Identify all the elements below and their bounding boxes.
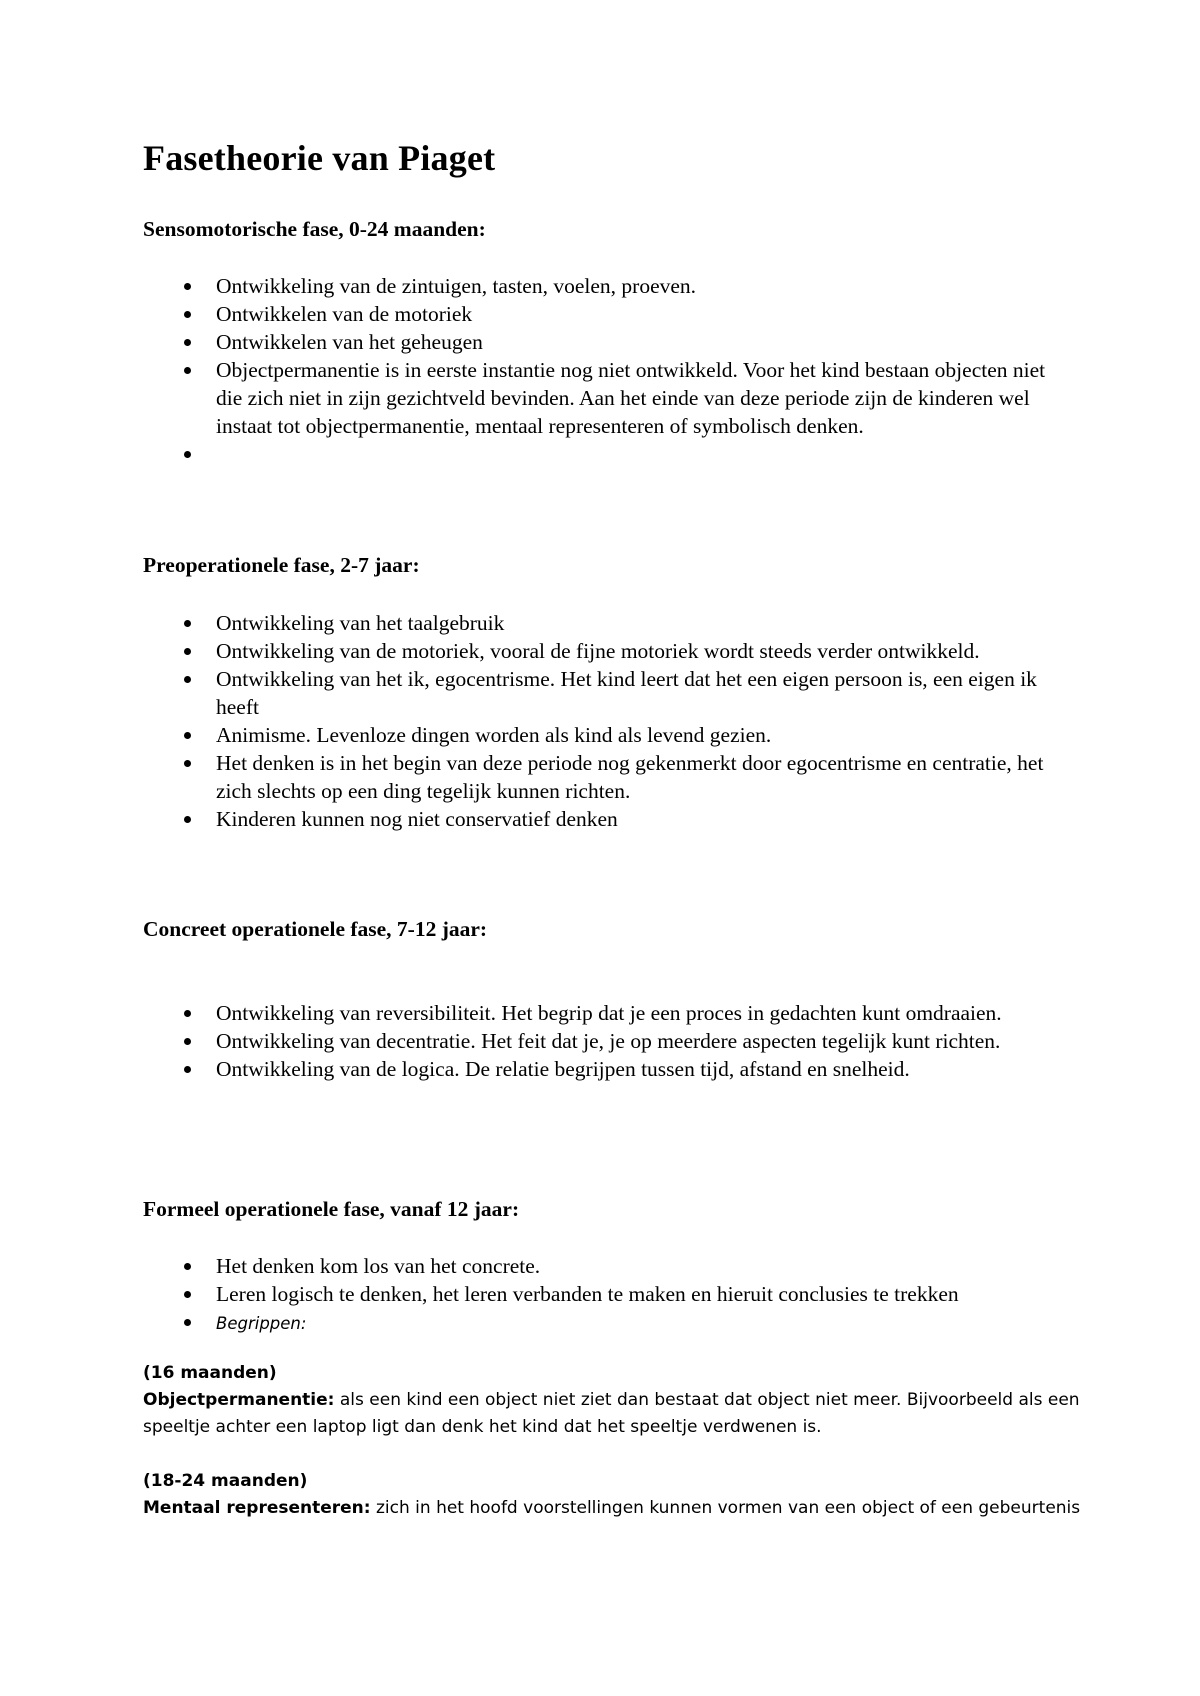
list-item: Ontwikkeling van het ik, egocentrisme. Het kind leert dat het een eigen persoon is, een eigen ik heeft <box>143 665 1073 721</box>
list-item: Ontwikkeling van het taalgebruik <box>143 609 1073 637</box>
bullet-list-preoperationeel <box>143 609 1073 833</box>
section-heading-preoperationeel: Preoperationele fase, 2-7 jaar: <box>143 553 420 577</box>
definition-text: als een kind een object niet ziet dan bestaat dat object niet meer. Bijvoorbeeld als een speeltje achter een laptop ligt dan denk het kind dat het speeltje verdwenen is. <box>143 1390 1080 1437</box>
list-item: Ontwikkeling van reversibiliteit. Het begrip dat je een proces in gedachten kunt omdraaien. <box>143 999 1073 1027</box>
list-item: Ontwikkeling van de zintuigen, tasten, voelen, proeven. <box>143 272 1073 300</box>
definition-objectpermanentie <box>143 1360 1083 1441</box>
bullet-list-sensomotorisch <box>143 272 1073 468</box>
definition-mentaal-representeren <box>143 1468 1083 1522</box>
page-title: Fasetheorie van Piaget <box>143 138 496 178</box>
list-item: Leren logisch te denken, het leren verbanden te maken en hieruit conclusies te trekken <box>143 1280 1073 1308</box>
list-item: Objectpermanentie is in eerste instantie nog niet ontwikkeld. Voor het kind bestaan objecten niet die zich niet in zijn gezichtveld bevinden. Aan het einde van deze periode zijn de kinderen wel instaat tot objectpermanentie, mentaal representeren of symbolisch denken. <box>143 356 1073 440</box>
section-heading-concreet-operationeel: Concreet operationele fase, 7-12 jaar: <box>143 917 488 941</box>
definition-age: (18-24 maanden) <box>143 1471 308 1491</box>
list-item: Het denken kom los van het concrete. <box>143 1252 1073 1280</box>
list-item: Ontwikkeling van decentratie. Het feit dat je, je op meerdere aspecten tegelijk kunt richten. <box>143 1027 1073 1055</box>
bullet-list-formeel-operationeel <box>143 1252 1073 1338</box>
list-item: Animisme. Levenloze dingen worden als kind als levend gezien. <box>143 721 1073 749</box>
begrippen-label: Begrippen: <box>216 1314 307 1333</box>
bullet-list-concreet-operationeel <box>143 999 1073 1083</box>
section-heading-formeel-operationeel: Formeel operationele fase, vanaf 12 jaar: <box>143 1197 520 1221</box>
list-item: Het denken is in het begin van deze periode nog gekenmerkt door egocentrisme en centratie, het zich slechts op een ding tegelijk kunnen richten. <box>143 749 1073 805</box>
list-item-empty <box>143 440 1073 468</box>
list-item: Kinderen kunnen nog niet conservatief denken <box>143 805 1073 833</box>
list-item: Ontwikkelen van het geheugen <box>143 328 1073 356</box>
definition-term: Objectpermanentie: <box>143 1390 335 1410</box>
definition-age: (16 maanden) <box>143 1363 277 1383</box>
list-item-begrippen <box>143 1308 1073 1338</box>
definition-text: zich in het hoofd voorstellingen kunnen vormen van een object of een gebeurtenis <box>370 1498 1081 1518</box>
definition-term: Mentaal representeren: <box>143 1498 371 1518</box>
section-heading-sensomotorisch: Sensomotorische fase, 0-24 maanden: <box>143 217 486 241</box>
list-item: Ontwikkeling van de logica. De relatie begrijpen tussen tijd, afstand en snelheid. <box>143 1055 1073 1083</box>
list-item: Ontwikkelen van de motoriek <box>143 300 1073 328</box>
list-item: Ontwikkeling van de motoriek, vooral de fijne motoriek wordt steeds verder ontwikkeld. <box>143 637 1073 665</box>
